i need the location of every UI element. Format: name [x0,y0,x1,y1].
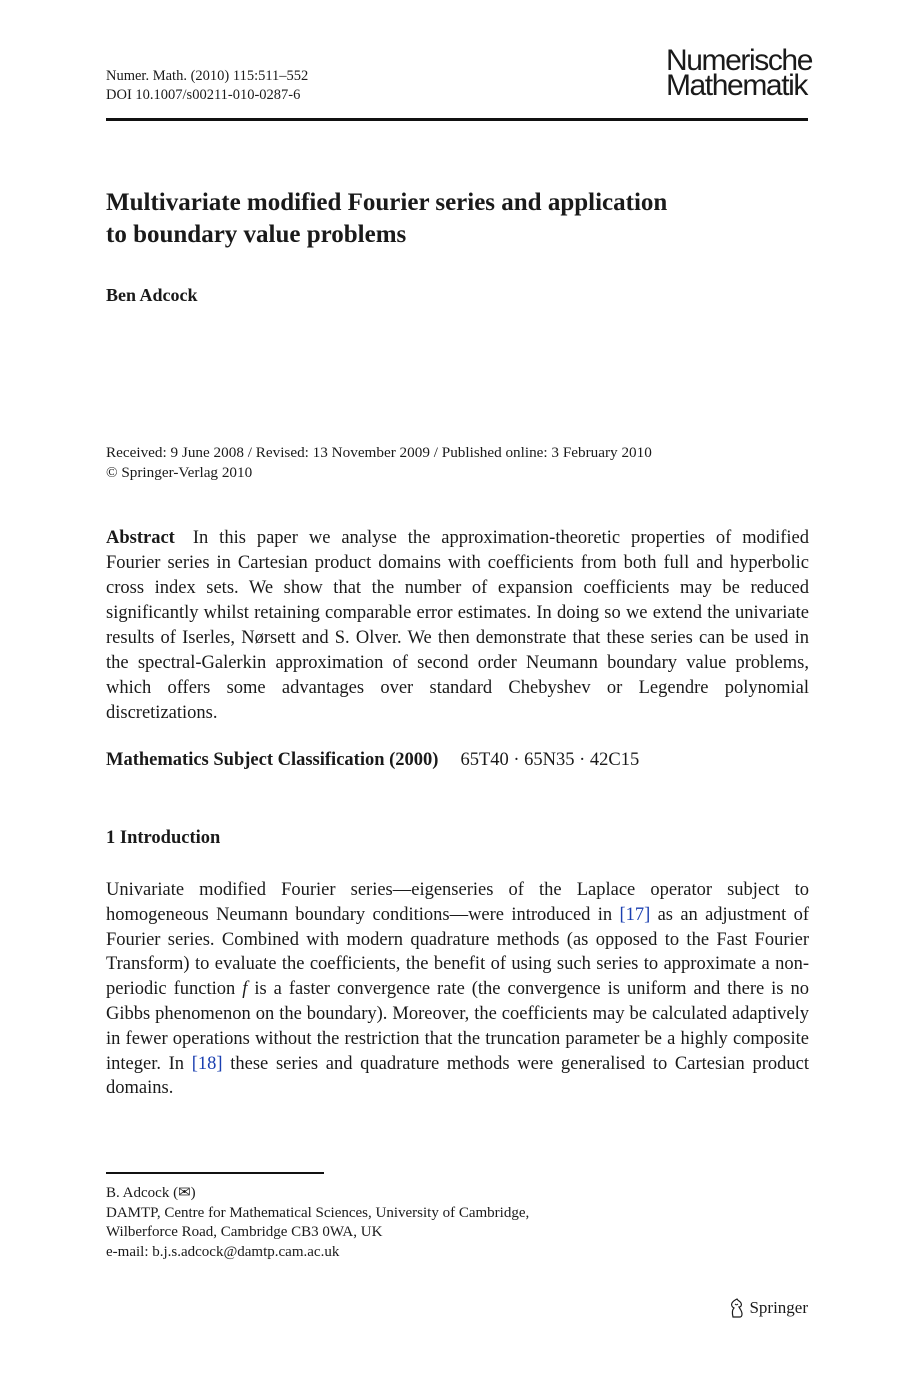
section-heading [106,828,220,849]
abstract-label: Abstract [106,528,175,548]
journal-citation: Numer. Math. (2010) 115:511–552 [106,68,309,84]
intro-text: Univariate modified Fourier series—eigenseries of the Laplace operator subject to homogeneous Neumann boundary conditions—were introduced in [106,880,809,925]
introduction-paragraph [106,878,809,1101]
msc-classification [106,750,639,771]
footnote-rule [106,1172,324,1174]
journal-reference [106,67,308,105]
citation-link[interactable]: [18] [191,1053,223,1074]
publisher-logo [729,1298,808,1318]
publisher-name: Springer [749,1298,808,1317]
abstract-text: In this paper we analyse the approximation-theoretic properties of modified Fourier series in Cartesian product domains with coefficients from both full and hyperbolic cross index sets. We show that the number of expansion coefficients may be reduced significantly whilst retaining comparable error estimates. In doing so we extend the univariate results of Iserles, Nørsett and S. Olver. We then demonstrate that these series can be used in the spectral-Galerkin approximation of second order Neumann boundary value problems, which offers some advantages over standard Chebyshev or Legendre polynomial discretizations. [106,528,809,723]
paper-title [106,187,806,251]
footnote-address: Wilberforce Road, Cambridge CB3 0WA, UK [106,1224,383,1241]
intro-text: is a faster convergence rate (the convergence is uniform and there is no Gibbs phenomenon on the boundary). Moreover, the coefficients may be calculated adaptively in fewer operations without the restriction that the truncation parameter be a highly composite integer. In [106,979,809,1074]
publication-dates [106,443,652,483]
copyright: © Springer-Verlag 2010 [106,464,253,481]
intro-text: as an adjustment of Fourier series. Combined with modern quadrature methods (as opposed to the Fast Fourier Transform) to evaluate the coefficients, the benefit of using such series to approximate a non-periodic function [106,904,809,1000]
doi: DOI 10.1007/s00211-010-0287-6 [106,87,301,103]
received-dates: Received: 9 June 2008 / Revised: 13 November 2009 / Published online: 3 February 2010 [106,444,652,461]
section-title: Introduction [119,828,221,848]
author-name: Ben Adcock [106,285,198,305]
intro-text: these series and quadrature methods were generalised to Cartesian product domains. [106,1053,809,1099]
math-variable: f [242,979,248,1000]
journal-logo [665,44,812,102]
journal-logo-line1: Numerische [665,44,812,77]
msc-label: Mathematics Subject Classification (2000) [106,750,439,770]
abstract [106,526,809,726]
footnote-email[interactable]: e-mail: b.j.s.adcock@damtp.cam.ac.uk [106,1244,340,1261]
citation-link[interactable]: [17] [619,904,651,925]
author-footnote [106,1184,529,1263]
journal-logo-line2: Mathematik [665,69,807,102]
footnote-affiliation: DAMTP, Centre for Mathematical Sciences, University of Cambridge, [106,1204,530,1221]
msc-codes: 65T40 · 65N35 · 42C15 [460,750,640,770]
springer-horse-icon [729,1298,745,1318]
paper-title-line2: to boundary value problems [106,221,407,248]
footnote-author: B. Adcock (✉) [106,1185,196,1201]
header-rule [106,118,808,121]
paper-title-line1: Multivariate modified Fourier series and application [106,189,668,216]
section-number: 1 [106,828,116,848]
